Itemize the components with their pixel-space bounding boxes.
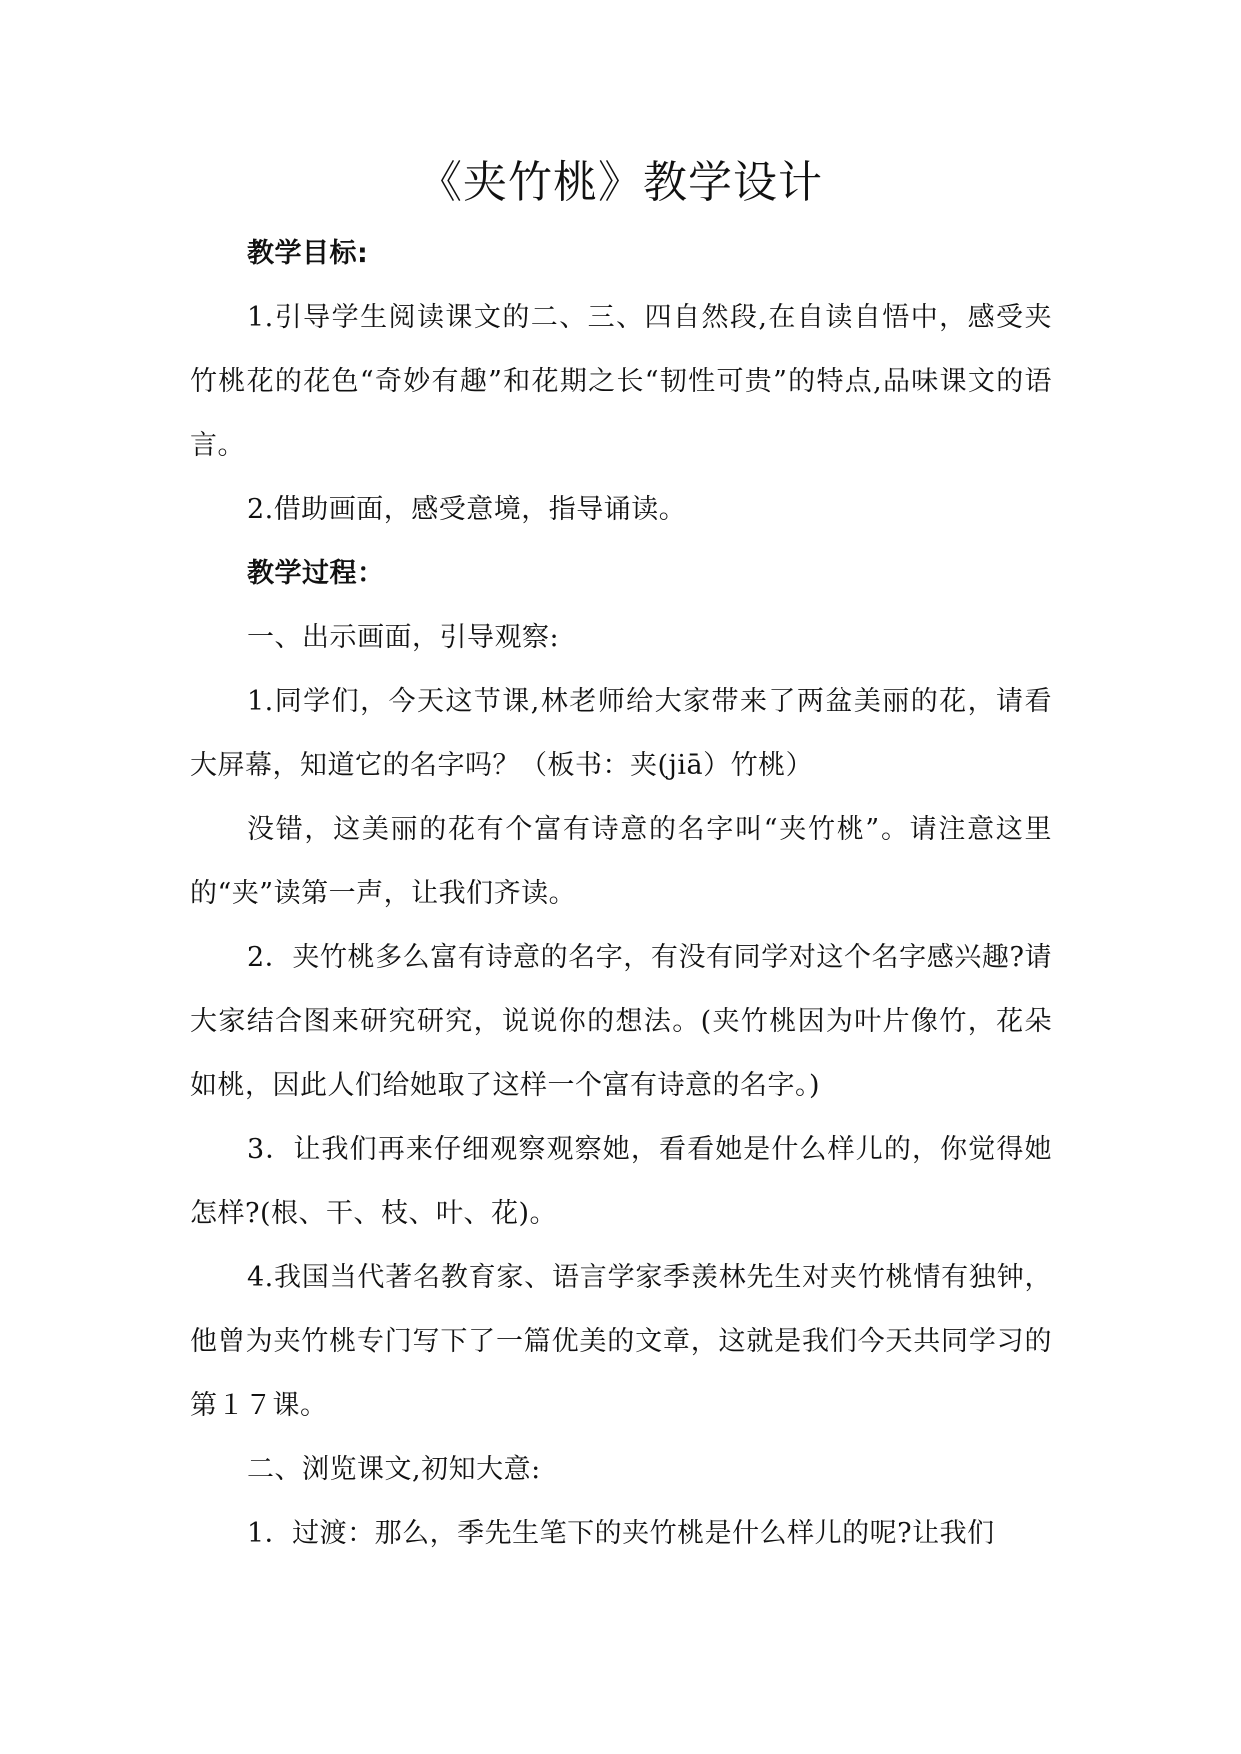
goal-paragraph-2: 2.借助画面，感受意境，指导诵读。 xyxy=(247,494,687,525)
section-heading-1: 一、出示画面，引导观察: xyxy=(247,622,560,653)
step-paragraph-1-3: 3．让我们再来仔细观察观察她，看看她是什么样儿的，你觉得她怎样?(根、干、枝、叶、花)。 xyxy=(190,1134,1052,1229)
document-title: 《夹竹桃》教学设计 xyxy=(418,157,823,208)
step-paragraph-2-1: 1．过渡：那么，季先生笔下的夹竹桃是什么样儿的呢?让我们 xyxy=(247,1518,995,1549)
document-body xyxy=(190,222,1052,1566)
teaching-goals-heading: 教学目标: xyxy=(247,238,369,269)
step-paragraph-1-2: 2．夹竹桃多么富有诗意的名字，有没有同学对这个名字感兴趣?请大家结合图来研究研究，说说你的想法。(夹竹桃因为叶片像竹，花朵如桃，因此人们给她取了这样一个富有诗意的名字。) xyxy=(190,942,1052,1101)
step-paragraph-1-1: 1.同学们，今天这节课,林老师给大家带来了两盆美丽的花，请看大屏幕，知道它的名字吗？（板书：夹(jiā）竹桃） xyxy=(190,686,1052,781)
section-heading-2: 二、浏览课文,初知大意: xyxy=(247,1454,541,1485)
goal-paragraph-1: 1.引导学生阅读课文的二、三、四自然段,在自读自悟中，感受夹竹桃花的花色“奇妙有趣”和花期之长“韧性可贵”的特点,品味课文的语言。 xyxy=(190,302,1052,461)
step-paragraph-1-4: 4.我国当代著名教育家、语言学家季羡林先生对夹竹桃情有独钟，他曾为夹竹桃专门写下了一篇优美的文章，这就是我们今天共同学习的第１７课。 xyxy=(190,1262,1052,1421)
teaching-process-heading: 教学过程： xyxy=(247,558,385,589)
step-paragraph-1-1b: 没错，这美丽的花有个富有诗意的名字叫“夹竹桃”。请注意这里的“夹”读第一声，让我们齐读。 xyxy=(190,814,1052,909)
